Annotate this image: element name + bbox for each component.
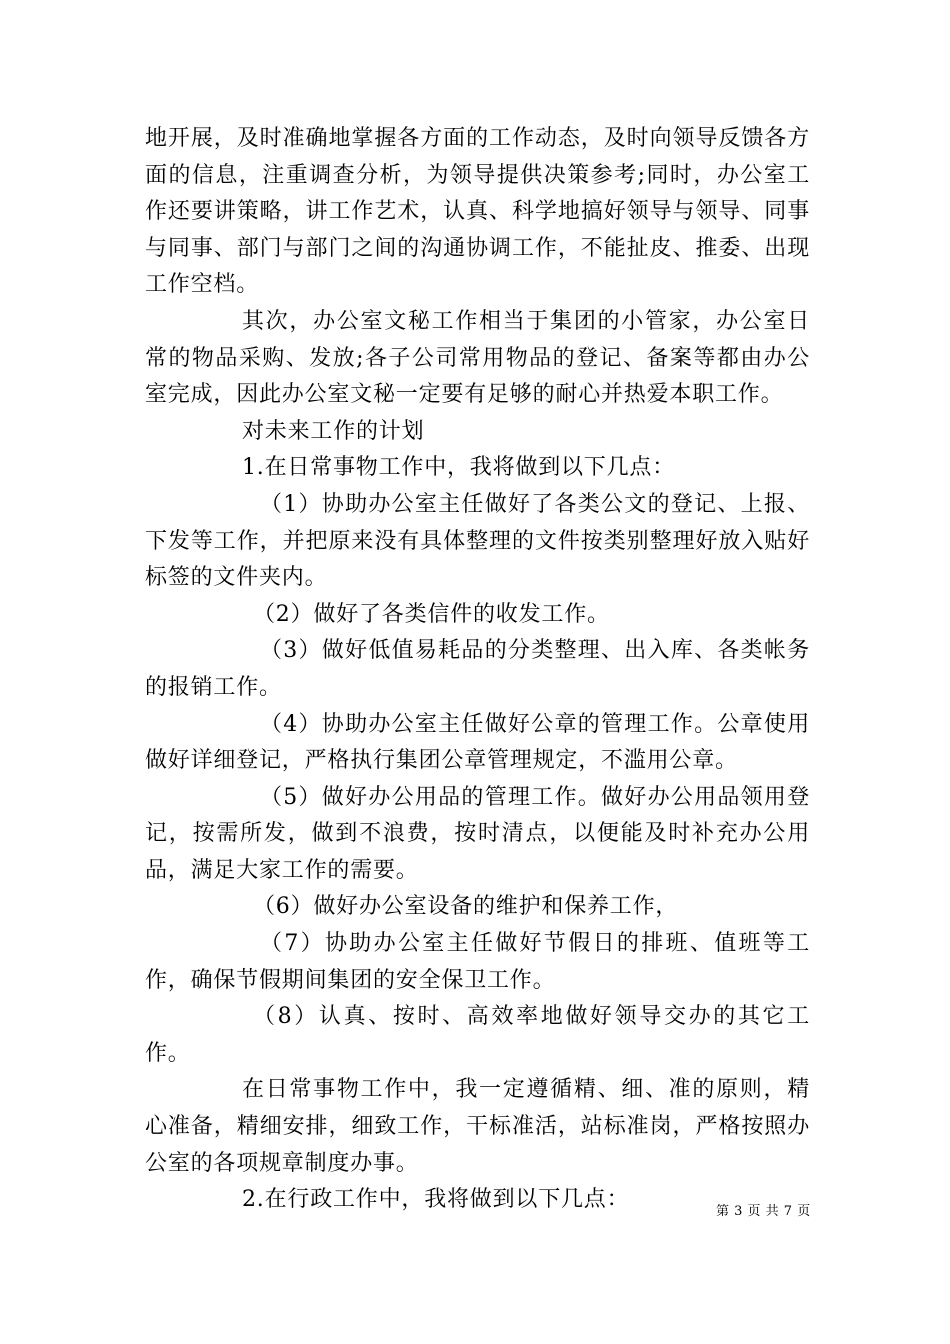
list-item-6: （6）做好办公室设备的维护和保养工作， [253,894,679,920]
list-item-2: （2）做好了各类信件的收发工作。 [253,601,610,627]
paragraph-principles: 在日常事物工作中，我一定遵循精、细、准的原则，精心准备，精细安排，细致工作，干标准活，站标准岗，严格按照办公室的各项规章制度办事。 [145,1077,810,1176]
list-item-7: （7）协助办公室主任做好节假日的排班、值班等工作，确保节假期间集团的安全保卫工作。 [145,931,810,993]
list-item-4: （4）协助办公室主任做好公章的管理工作。公章使用做好详细登记，严格执行集团公章管理规定，不滥用公章。 [145,711,810,774]
list-heading-daily-affairs: 1.在日常事物工作中，我将做到以下几点： [242,455,675,481]
list-item-5: （5）做好办公用品的管理工作。做好办公用品领用登记，按需所发，做到不浪费，按时清点，以便能及时补充办公用品，满足大家工作的需要。 [145,784,810,883]
document-body [145,121,810,1219]
list-item-3: （3）做好低值易耗品的分类整理、出入库、各类帐务的报销工作。 [145,638,810,700]
list-item-8: （8）认真、按时、高效率地做好领导交办的其它工作。 [145,1004,810,1066]
list-heading-administrative: 2.在行政工作中，我将做到以下几点： [242,1187,630,1213]
section-heading-future-plan: 对未来工作的计划 [242,418,425,444]
page-number-footer: 第 3 页 共 7 页 [716,1204,811,1219]
paragraph-secondly: 其次，办公室文秘工作相当于集团的小管家，办公室日常的物品采购、发放;各子公司常用物品的登记、备案等都由办公室完成，因此办公室文秘一定要有足够的耐心并热爱本职工作。 [145,308,810,408]
paragraph-continuation: 地开展，及时准确地掌握各方面的工作动态，及时向领导反馈各方面的信息，注重调查分析，为领导提供决策参考;同时，办公室工作还要讲策略，讲工作艺术，认真、科学地搞好领导与领导、同事与同事、部门与部门之间的沟通协调工作，不能扯皮、推委、出现工作空档。 [145,126,810,298]
list-item-1: （1）协助办公室主任做好了各类公文的登记、上报、下发等工作，并把原来没有具体整理的文件按类别整理好放入贴好标签的文件夹内。 [145,491,810,591]
